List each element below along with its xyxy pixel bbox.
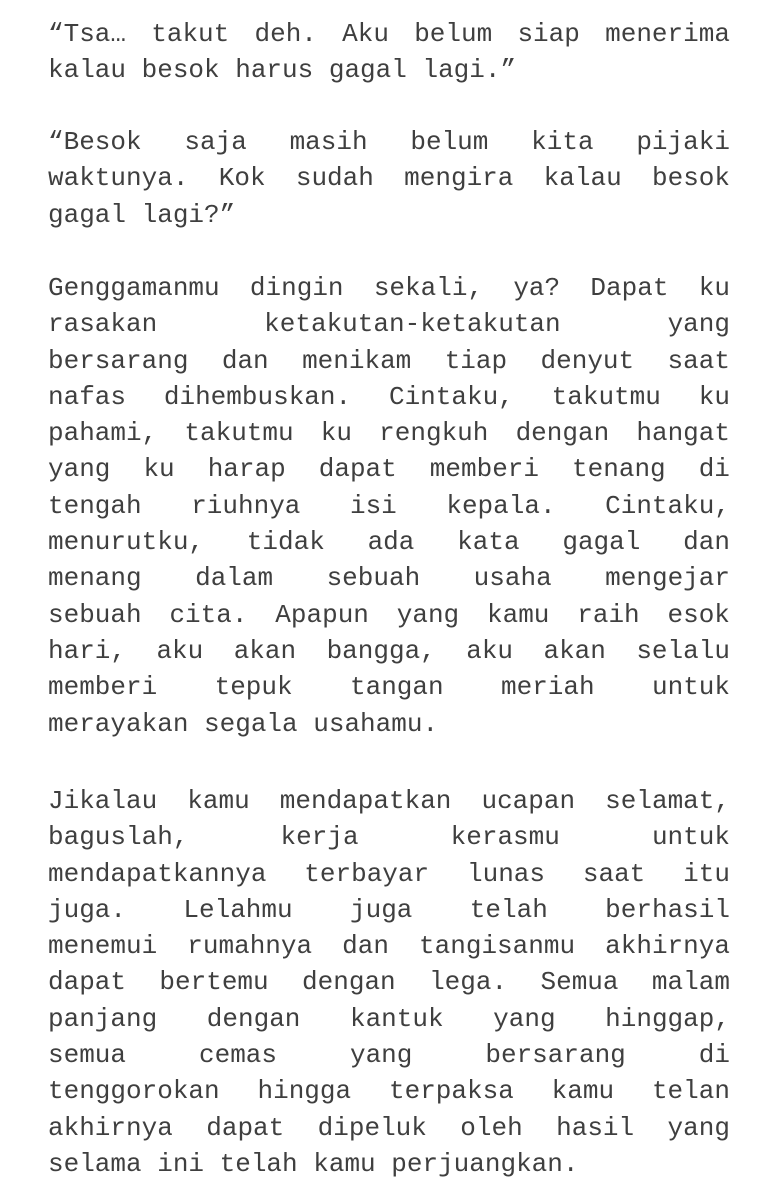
- word: deh.: [254, 19, 317, 49]
- word: rasakan: [48, 309, 158, 340]
- word: isi: [349, 490, 397, 521]
- word: kamu: [187, 786, 250, 816]
- word: mengira: [404, 163, 514, 194]
- word: mendapatkannya: [48, 858, 267, 889]
- word: dalam: [195, 563, 274, 594]
- word: sudah: [295, 163, 374, 194]
- word: ku: [143, 454, 175, 485]
- word: “Besok: [48, 127, 142, 157]
- text-line: [48, 16, 730, 52]
- word: bangga,: [326, 635, 436, 666]
- text-line: [48, 1001, 730, 1037]
- word: takut: [151, 19, 230, 49]
- word: pijaki: [636, 127, 730, 157]
- word: rumahnya: [187, 931, 313, 962]
- word: selalu: [636, 635, 730, 666]
- word: tenggorokan: [48, 1076, 220, 1107]
- text-line: [48, 856, 730, 892]
- word: ucapan: [481, 786, 576, 816]
- word: Cintaku,: [388, 381, 514, 412]
- word: bersarang: [48, 345, 189, 376]
- word: sebuah: [48, 599, 142, 630]
- word: hangat: [636, 418, 730, 449]
- word: Apapun: [275, 599, 369, 630]
- word: siap: [517, 19, 580, 49]
- word: “Tsa…: [48, 19, 127, 49]
- text-line: gagal lagi?”: [48, 199, 236, 230]
- word: harap: [207, 454, 286, 485]
- word: masih: [289, 127, 368, 157]
- text-line: [48, 379, 730, 415]
- word: gagal: [562, 527, 641, 558]
- word: lunas: [466, 858, 545, 889]
- word: oleh: [460, 1112, 523, 1143]
- word: baguslah,: [48, 822, 189, 853]
- word: Semua: [540, 967, 619, 998]
- text-line: [48, 669, 730, 705]
- word: akhirnya: [605, 931, 730, 962]
- text-line: [48, 560, 730, 596]
- word: untuk: [651, 672, 730, 703]
- word: raih: [577, 599, 640, 630]
- word: Lelahmu: [183, 894, 293, 925]
- text-line: kalau besok harus gagal lagi.”: [48, 55, 517, 86]
- word: selamat,: [605, 786, 730, 816]
- text-line: [48, 524, 730, 560]
- word: belum: [414, 19, 493, 49]
- word: Genggamanmu: [48, 273, 220, 303]
- word: untuk: [651, 822, 730, 853]
- word: dengan: [302, 967, 396, 998]
- word: dihembuskan.: [163, 381, 352, 412]
- word: sebuah: [326, 563, 421, 594]
- word: takutmu: [551, 381, 661, 412]
- paragraph-3: [48, 270, 730, 742]
- word: tangan: [349, 672, 444, 703]
- word: dapat: [206, 1112, 285, 1143]
- word: memberi: [48, 672, 158, 703]
- word: tengah: [48, 490, 142, 521]
- word: di: [698, 1040, 730, 1071]
- word: kamu: [551, 1076, 615, 1107]
- word: Dapat: [590, 273, 669, 303]
- text-line: merayakan segala usahamu.: [48, 708, 439, 739]
- word: besok: [651, 163, 730, 194]
- word: kantuk: [349, 1003, 444, 1034]
- text-line: [48, 270, 730, 306]
- word: kamu: [487, 599, 550, 630]
- text-line: [48, 160, 730, 196]
- word: yang: [667, 1112, 730, 1143]
- word: dipeluk: [317, 1112, 427, 1143]
- word: tenang: [572, 454, 666, 485]
- word: akan: [543, 635, 606, 666]
- word: di: [698, 454, 730, 485]
- word: yang: [396, 599, 460, 630]
- word: bertemu: [159, 967, 269, 998]
- word: dapat: [48, 967, 127, 998]
- text-line: [48, 1073, 730, 1109]
- word: cita.: [169, 599, 248, 630]
- text-line: [48, 633, 730, 669]
- word: yang: [349, 1040, 413, 1071]
- word: belum: [410, 127, 489, 157]
- paragraph-1: [48, 16, 730, 89]
- word: cemas: [198, 1040, 277, 1071]
- word: ku: [698, 273, 730, 303]
- word: itu: [683, 858, 730, 889]
- word: takutmu: [184, 418, 294, 449]
- word: dan: [683, 527, 730, 558]
- word: terpaksa: [388, 1076, 514, 1107]
- word: hasil: [556, 1112, 635, 1143]
- word: Jikalau: [48, 786, 158, 816]
- word: memberi: [429, 454, 540, 485]
- word: usaha: [473, 563, 552, 594]
- word: meriah: [500, 672, 595, 703]
- text-line: [48, 451, 730, 487]
- word: yang: [48, 454, 111, 485]
- word: dan: [342, 931, 389, 962]
- word: tepuk: [214, 672, 293, 703]
- word: dengan: [206, 1003, 301, 1034]
- word: tangisanmu: [419, 931, 576, 962]
- word: juga: [349, 894, 413, 925]
- word: bersarang: [485, 1040, 626, 1071]
- word: Aku: [342, 19, 389, 49]
- word: akan: [233, 635, 297, 666]
- text-line: [48, 306, 730, 342]
- word: tidak: [246, 527, 325, 558]
- text-line: selama ini telah kamu perjuangkan.: [48, 1148, 579, 1179]
- word: waktunya.: [48, 163, 189, 194]
- word: nafas: [48, 381, 127, 412]
- word: tiap: [444, 345, 508, 376]
- paragraph-4: [48, 783, 730, 1182]
- word: esok: [667, 599, 730, 630]
- word: lega.: [429, 967, 508, 998]
- paragraph-2: [48, 124, 730, 233]
- word: menurutku,: [48, 527, 205, 558]
- word: dingin: [249, 273, 344, 303]
- word: hinggap,: [605, 1003, 730, 1034]
- word: hari,: [48, 635, 127, 666]
- word: mengejar: [605, 563, 730, 594]
- word: telah: [469, 894, 548, 925]
- word: rengkuh: [379, 418, 489, 449]
- word: ketakutan-ketakutan: [264, 309, 561, 340]
- text-line: [48, 1037, 730, 1073]
- word: kerja: [280, 822, 359, 853]
- text-line: [48, 783, 730, 819]
- word: panjang: [48, 1003, 158, 1034]
- word: riuhnya: [191, 490, 301, 521]
- word: menerima: [605, 19, 730, 49]
- word: kalau: [543, 163, 622, 194]
- text-line: [48, 343, 730, 379]
- word: saat: [667, 345, 730, 376]
- word: denyut: [540, 345, 635, 376]
- word: ku: [320, 418, 352, 449]
- word: mendapatkan: [279, 786, 452, 816]
- word: yang: [667, 309, 730, 340]
- word: aku: [466, 635, 514, 666]
- word: yang: [493, 1003, 556, 1034]
- word: telan: [651, 1076, 730, 1107]
- text-line: [48, 964, 730, 1000]
- word: sekali,: [373, 273, 484, 303]
- word: Cintaku,: [605, 490, 730, 521]
- word: ya?: [513, 273, 561, 303]
- text-line: [48, 597, 730, 633]
- text-line: [48, 892, 730, 928]
- text-line: [48, 124, 730, 160]
- word: terbayar: [304, 858, 430, 889]
- word: kepala.: [446, 490, 556, 521]
- word: menikam: [302, 345, 412, 376]
- word: ku: [698, 381, 730, 412]
- text-line: [48, 415, 730, 451]
- word: semua: [48, 1040, 127, 1071]
- word: kita: [531, 127, 594, 157]
- text-line: [48, 819, 730, 855]
- text-line: [48, 488, 730, 524]
- word: Kok: [218, 163, 266, 194]
- word: kerasmu: [450, 822, 560, 853]
- word: saat: [582, 858, 646, 889]
- word: pahami,: [48, 418, 158, 449]
- word: dan: [221, 345, 269, 376]
- word: malam: [651, 967, 730, 998]
- word: aku: [156, 635, 204, 666]
- word: menang: [48, 563, 142, 594]
- word: menemui: [48, 931, 158, 962]
- text-line: [48, 928, 730, 964]
- word: hingga: [257, 1076, 352, 1107]
- word: juga.: [48, 894, 127, 925]
- word: dengan: [515, 418, 610, 449]
- word: berhasil: [605, 894, 730, 925]
- word: dapat: [318, 454, 397, 485]
- word: ada: [367, 527, 415, 558]
- word: saja: [184, 127, 247, 157]
- text-line: [48, 1110, 730, 1146]
- word: kata: [457, 527, 520, 558]
- word: akhirnya: [48, 1112, 173, 1143]
